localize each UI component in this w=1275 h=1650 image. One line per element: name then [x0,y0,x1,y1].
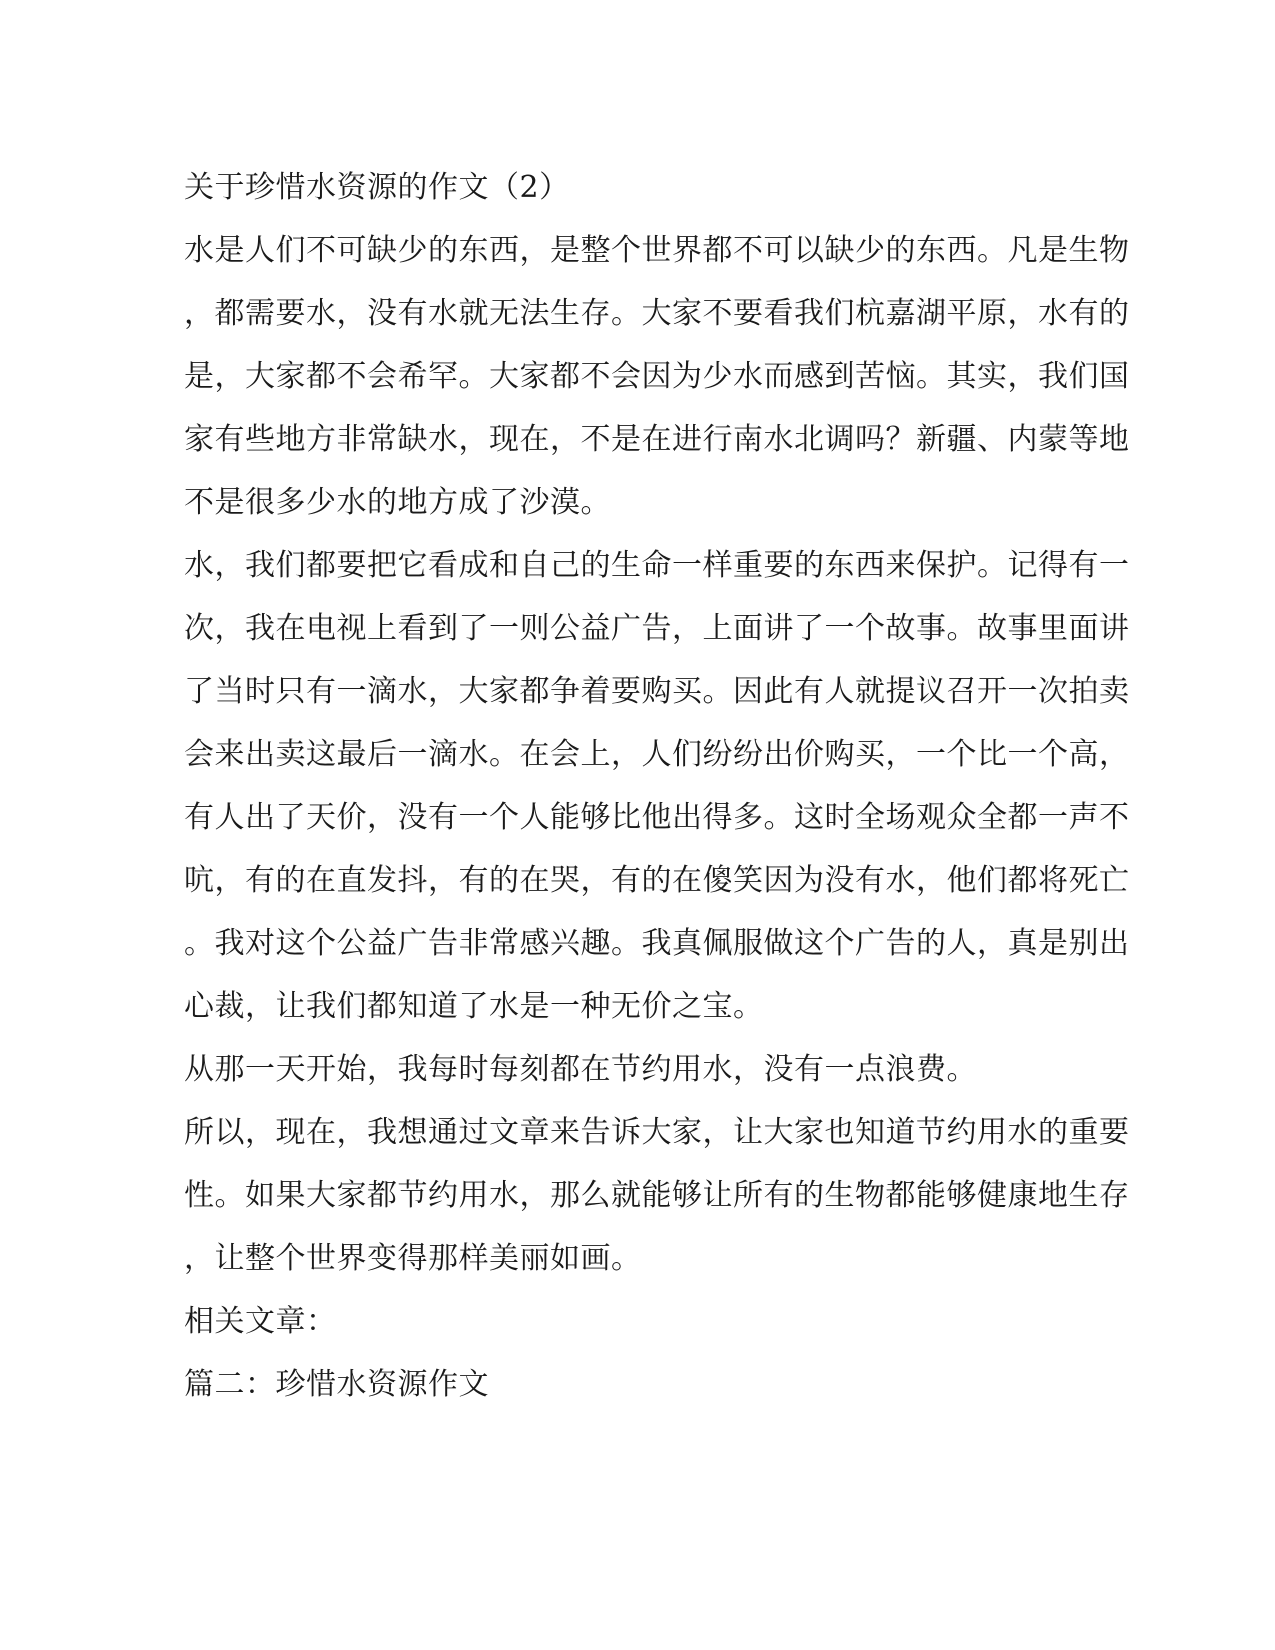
text-line: ，都需要水，没有水就无法生存。大家不要看我们杭嘉湖平原，水有的 [184,296,1130,331]
text-line: 不是很多少水的地方成了沙漠。 [184,485,611,520]
text-line: 有人出了天价，没有一个人能够比他出得多。这时全场观众全都一声不 [184,800,1130,835]
text-line: 水，我们都要把它看成和自己的生命一样重要的东西来保护。记得有一 [184,548,1130,583]
text-line: 心裁，让我们都知道了水是一种无价之宝。 [184,989,764,1024]
related-article-link[interactable]: 篇二：珍惜水资源作文 [184,1367,489,1402]
text-line: 性。如果大家都节约用水，那么就能够让所有的生物都能够健康地生存 [184,1178,1130,1213]
text-line: ，让整个世界变得那样美丽如画。 [184,1241,642,1276]
document-body [184,156,1130,1416]
text-line: 次，我在电视上看到了一则公益广告，上面讲了一个故事。故事里面讲 [184,611,1130,646]
related-articles-heading: 相关文章： [184,1304,337,1339]
text-line: 会来出卖这最后一滴水。在会上，人们纷纷出价购买，一个比一个高， [184,737,1130,772]
text-line: 从那一天开始，我每时每刻都在节约用水，没有一点浪费。 [184,1052,977,1087]
text-line: 。我对这个公益广告非常感兴趣。我真佩服做这个广告的人，真是别出 [184,926,1130,961]
text-line: 是，大家都不会希罕。大家都不会因为少水而感到苦恼。其实，我们国 [184,359,1130,394]
text-line: 吭，有的在直发抖，有的在哭，有的在傻笑因为没有水，他们都将死亡 [184,863,1130,898]
text-line: 水是人们不可缺少的东西，是整个世界都不可以缺少的东西。凡是生物 [184,233,1130,268]
document-title: 关于珍惜水资源的作文（2） [184,170,570,205]
text-line: 了当时只有一滴水，大家都争着要购买。因此有人就提议召开一次拍卖 [184,674,1130,709]
text-line: 所以，现在，我想通过文章来告诉大家，让大家也知道节约用水的重要 [184,1115,1130,1150]
text-line: 家有些地方非常缺水，现在，不是在进行南水北调吗？新疆、内蒙等地 [184,422,1130,457]
